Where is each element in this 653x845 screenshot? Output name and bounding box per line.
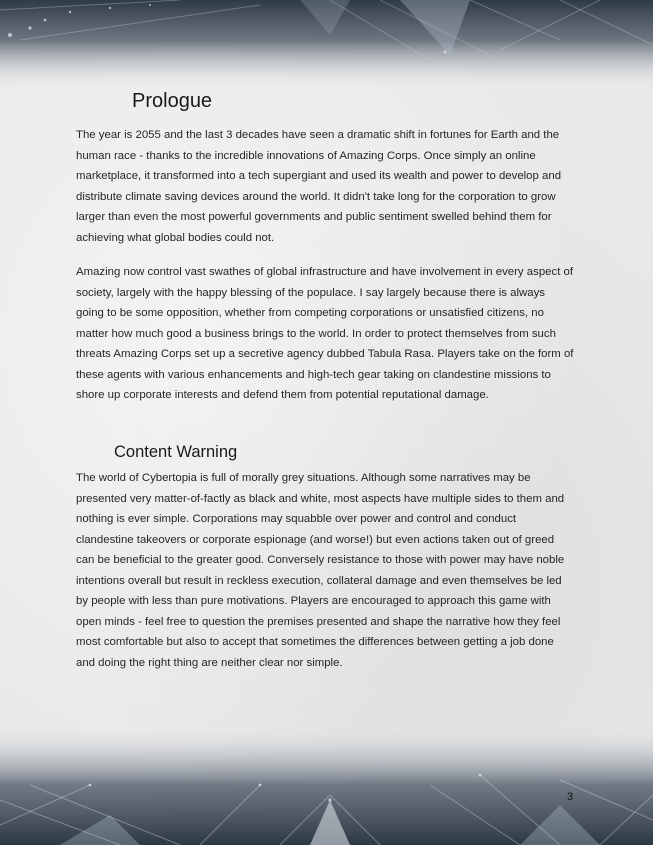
section-heading-prologue: Prologue [132, 90, 213, 112]
page-number: 3 [567, 791, 574, 803]
footer-decoration [0, 725, 653, 845]
header-decoration [0, 0, 653, 90]
section-heading-content-warning: Content Warning [114, 443, 238, 461]
prologue-paragraph-1: The year is 2055 and the last 3 decades have seen a dramatic shift in fortunes for Earth and the human race - thanks to the incredible innovations of Amazing Corps. Once simply an online marketplace, it transformed into a tech supergiant and used its wealth and power to develop and distribute climate saving devices around the world. It didn't take long for the corporation to grow larger than even the most powerful governments and public sentiment swelled behind them for achieving what global bodies could not. [76, 129, 562, 244]
prologue-paragraph-2: Amazing now control vast swathes of global infrastructure and have involvement in every aspect of society, largely with the happy blessing of the populace. I say largely because there is always going to be some opposition, whether from competing corporations or unsatisfied citizens, no matter how much good a business brings to the world. In order to protect themselves from such threats Amazing Corps set up a secretive agency dubbed Tabula Rasa. Players take on the form of these agents with various enhancements and high-tech gear taking on clandestine missions to shore up corporate interests and defend them from potential reputational damage. [76, 266, 574, 401]
content-warning-paragraph: The world of Cybertopia is full of morally grey situations. Although some narratives may be presented very matter-of-factly as black and white, most aspects have multiple sides to them and nothing is ever simple. Corporations may squabble over power and control and conduct clandestine takeovers or corporate espionage (and worse!) but even actions taken out of greed can be beneficial to the greater good. Conversely resistance to those with power may have noble intentions overall but result in reckless execution, collateral damage and even themselves be led by people with less than pure motivations. Players are encouraged to approach this game with open minds - feel free to question the premises presented and shape the narrative how they feel most comfortable but also to accept that sometimes the differences between getting a job done and doing the right thing are neither clear nor simple. [76, 472, 565, 669]
